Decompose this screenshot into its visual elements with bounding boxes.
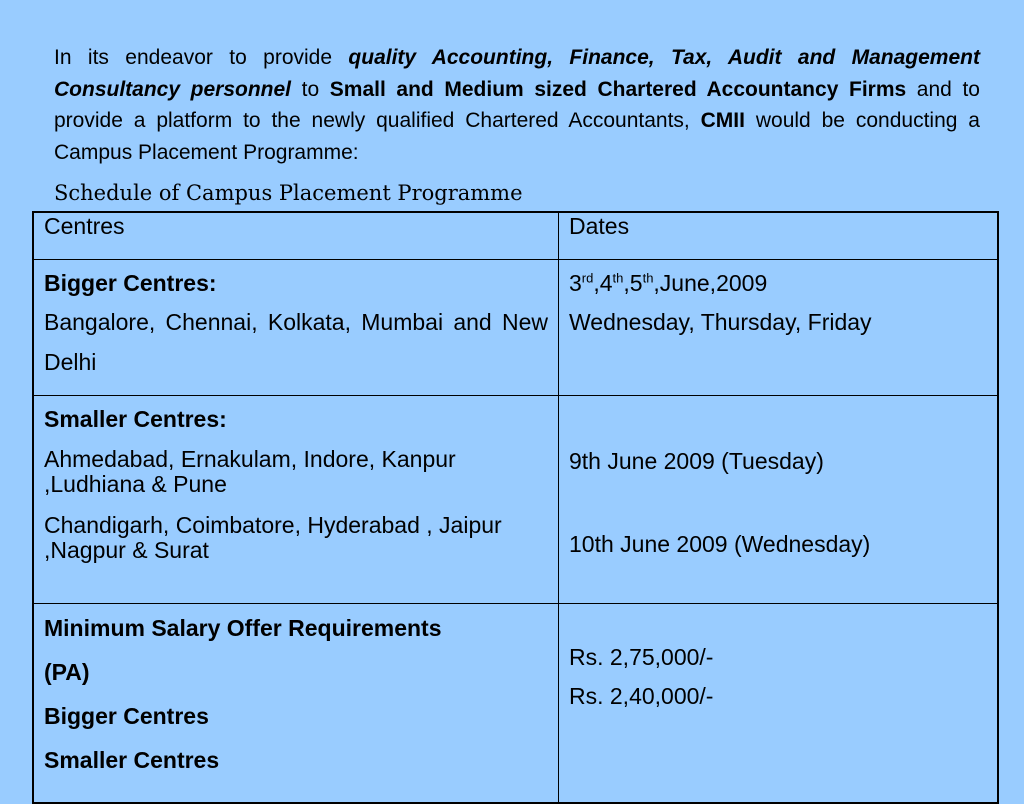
date-suffix: th: [642, 269, 654, 285]
intro-text-4: would be conducting a Campus Placement Programme:: [54, 109, 980, 164]
smaller-centres-group-2: Chandigarh, Coimbatore, Hyderabad , Jaipur ,Nagpur & Surat: [44, 511, 502, 563]
intro-text-2: to: [291, 77, 330, 101]
bigger-centres-cities: Bangalore, Chennai, Kolkata, Mumbai and New Delhi: [44, 308, 548, 375]
table-header-row: [33, 212, 998, 259]
table-row-smaller-centres: [33, 395, 998, 603]
header-centres: Centres: [33, 212, 559, 259]
salary-unit: (PA): [44, 658, 90, 685]
header-dates: Dates: [559, 212, 999, 259]
date-part: ,5: [623, 269, 643, 296]
intro-paragraph: [54, 42, 980, 168]
salary-label-cell: [33, 603, 559, 803]
intro-emphasis-services: quality Accounting, Finance, Tax, Audit and Management Consultancy personnel: [54, 46, 980, 101]
salary-smaller-value: Rs. 2,40,000/-: [569, 682, 714, 709]
table-row-salary: [33, 603, 998, 803]
smaller-centres-cell: [33, 395, 559, 603]
date-suffix: th: [612, 269, 624, 285]
salary-bigger-label: Bigger Centres: [44, 702, 209, 729]
salary-labels: [44, 606, 548, 782]
smaller-centres-dates-cell: [559, 395, 999, 603]
schedule-title: Schedule of Campus Placement Programme: [54, 181, 523, 205]
bigger-centres-dates-cell: [559, 259, 999, 395]
intro-emphasis-firms: Small and Medium sized Chartered Accountancy Firms: [329, 77, 907, 101]
bigger-centres-dates: [569, 270, 987, 297]
smaller-centres-heading: Smaller Centres:: [44, 405, 227, 432]
intro-text-1: In its endeavor to provide: [54, 46, 349, 69]
intro-text-3: and to provide a platform to the newly qualified Chartered Accountants,: [54, 77, 980, 132]
smaller-centres-date-1: 9th June 2009 (Tuesday): [569, 447, 824, 474]
bigger-centres-cell: [33, 259, 559, 395]
schedule-table: [32, 211, 999, 804]
smaller-centres-group-1: Ahmedabad, Ernakulam, Indore, Kanpur ,Ludhiana & Pune: [44, 445, 456, 497]
bigger-centres-heading: Bigger Centres:: [44, 269, 217, 296]
salary-value-cell: [559, 603, 999, 803]
bigger-centres-days: Wednesday, Thursday, Friday: [569, 308, 872, 335]
date-suffix: rd: [581, 269, 594, 285]
date-part: 3: [569, 269, 582, 296]
salary-smaller-label: Smaller Centres: [44, 746, 220, 773]
date-part: ,June,2009: [653, 269, 768, 296]
smaller-centres-date-2: 10th June 2009 (Wednesday): [569, 530, 871, 557]
table-row-bigger-centres: [33, 259, 998, 395]
salary-heading: Minimum Salary Offer Requirements: [44, 614, 442, 641]
intro-emphasis-org: CMII: [700, 109, 745, 132]
date-part: ,4: [593, 269, 613, 296]
salary-bigger-value: Rs. 2,75,000/-: [569, 643, 714, 670]
